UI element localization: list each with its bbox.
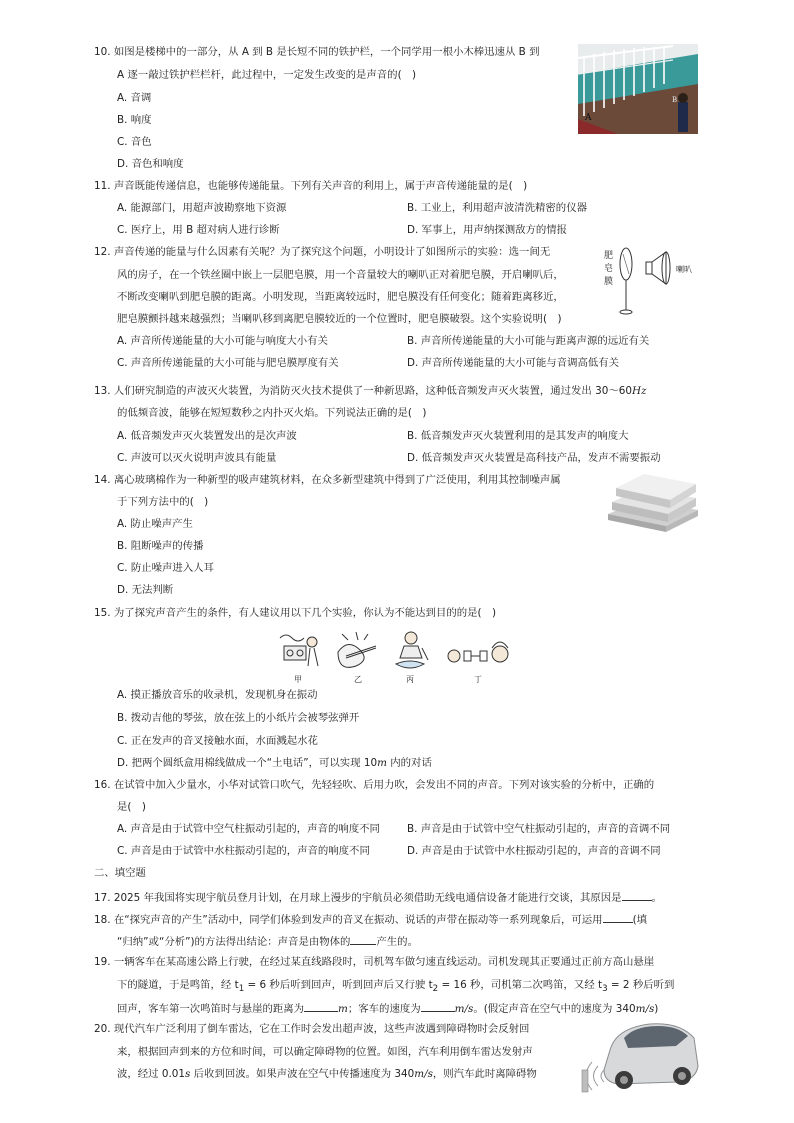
q16-stem-line2: 是( ) bbox=[117, 801, 146, 813]
label-zao: 皂 bbox=[604, 264, 614, 274]
q11-option-c: C. 医疗上，用 B 超对病人进行诊断 bbox=[117, 224, 280, 236]
label-speaker: 喇叭 bbox=[676, 265, 692, 274]
figure-label-ding: 丁 bbox=[474, 675, 482, 684]
q10-stem-line2: A 逐一敲过铁护栏栏杆，此过程中，一定发生改变的是声音的( ) bbox=[117, 69, 417, 81]
q12-stem-line1: 12. 声音传递的能量与什么因素有关呢？为了探究这个问题，小明设计了如图所示的实验：选一间无 bbox=[94, 246, 551, 258]
q10-option-a: A. 音调 bbox=[117, 92, 152, 104]
figure-label-b: B bbox=[672, 96, 678, 104]
section-title: 二、填空题 bbox=[94, 867, 146, 879]
q16-option-d: D. 声音是由于试管中水柱振动引起的，声音的音调不同 bbox=[407, 845, 661, 857]
staircase-railing-photo bbox=[578, 44, 698, 134]
q11-stem: 11. 声音既能传递信息，也能够传递能量。下列有关声音的利用上，属于声音传递能量的是( ) bbox=[94, 180, 528, 192]
q12-stem-line3: 不断改变喇叭到肥皂膜的距离。小明发现，当距离较远时，肥皂膜没有任何变化；随着距离移近， bbox=[117, 291, 564, 303]
q18-blank-2[interactable] bbox=[350, 935, 376, 945]
q18-line2: “归纳”或“分析”)的方法得出结论：声音是由物体的 产生的。 bbox=[117, 936, 418, 948]
q12-stem-line4: 肥皂膜颤抖越来越强烈；当喇叭移到离肥皂膜较近的一个位置时，肥皂膜破裂。这个实验说明( ) bbox=[117, 313, 562, 325]
q19-blank-speed[interactable] bbox=[421, 1002, 455, 1012]
q11-option-a: A. 能源部门，用超声波勘察地下资源 bbox=[117, 202, 287, 214]
q13-option-b: B. 低音频发声灭火装置利用的是其发声的响度大 bbox=[407, 430, 629, 442]
q10-option-d: D. 音色和响度 bbox=[117, 158, 184, 170]
sound-experiments-figure bbox=[276, 628, 522, 686]
q19-blank-distance[interactable] bbox=[304, 1002, 338, 1012]
q19-line2: 下的隧道，于是鸣笛，经 $t_1 = 6$ 秒后听到回声，听到回声后又行驶 $t_2 = 16$ 秒，司机第二次鸣笛，又经 $t_3 = 2$ 秒后听到 bbox=[117, 979, 675, 995]
q18-line1: 18. 在“探究声音的产生”活动中，同学们体验到发声的音叉在振动、说话的声带在振动等一系列现象后，可运用 (填 bbox=[94, 914, 648, 926]
q13-option-d: D. 低音频发声灭火装置是高科技产品，发声不需要振动 bbox=[407, 452, 661, 464]
q20-line1: 20. 现代汽车广泛利用了倒车雷达，它在工作时会发出超声波，这些声波遇到障碍物时会反射回 bbox=[94, 1023, 530, 1035]
reversing-radar-car-figure bbox=[580, 1016, 700, 1094]
q11-option-d: D. 军事上，用声纳探测敌方的情报 bbox=[407, 224, 568, 236]
q14-option-b: B. 阻断噪声的传播 bbox=[117, 540, 204, 552]
q14-stem-line2: 于下列方法中的( ) bbox=[117, 496, 209, 508]
q12-option-a: A. 声音所传递能量的大小可能与响度大小有关 bbox=[117, 335, 328, 347]
q17-blank[interactable] bbox=[622, 891, 652, 901]
q14-option-a: A. 防止噪声产生 bbox=[117, 518, 193, 530]
q15-stem: 15. 为了探究声音产生的条件，有人建议用以下几个实验，你认为不能达到目的的是( ) bbox=[94, 607, 496, 619]
q18-blank-1[interactable] bbox=[603, 913, 633, 923]
q15-option-a: A. 摸正播放音乐的收录机，发现机身在振动 bbox=[117, 689, 318, 701]
soap-film-speaker-diagram bbox=[600, 240, 702, 320]
label-mo: 膜 bbox=[604, 277, 614, 287]
q10-option-c: C. 音色 bbox=[117, 136, 152, 148]
q15-option-b: B. 拨动吉他的琴弦，放在弦上的小纸片会被琴弦弹开 bbox=[117, 712, 360, 724]
q20-line2: 来，根据回声到来的方位和时间，可以确定障碍物的位置。如图，汽车利用倒车雷达发射声 bbox=[117, 1046, 533, 1058]
q19-line1: 19. 一辆客车在某高速公路上行驶，在经过某直线路段时，司机驾车做匀速直线运动。司机发现其正要通过正前方高山悬崖 bbox=[94, 956, 655, 968]
q14-option-c: C. 防止噪声进入人耳 bbox=[117, 562, 214, 574]
figure-label-jia: 甲 bbox=[294, 675, 302, 684]
q16-stem-line1: 16. 在试管中加入少量水，小华对试管口吹气，先轻轻吹、后用力吹，会发出不同的声音。下列对该实验的分析中，正确的 bbox=[94, 779, 655, 791]
q16-option-c: C. 声音是由于试管中水柱振动引起的，声音的响度不同 bbox=[117, 845, 370, 857]
figure-label-yi: 乙 bbox=[354, 675, 362, 684]
q12-stem-line2: 风的房子，在一个铁丝圈中嵌上一层肥皂膜，用一个音量较大的喇叭正对着肥皂膜，开启喇叭后， bbox=[117, 269, 564, 281]
q10-stem-line1: 10. 如图是楼梯中的一部分，从 A 到 B 是长短不同的铁护栏，一个同学用一根小木棒迅速从 B 到 bbox=[94, 46, 540, 58]
q10-option-b: B. 响度 bbox=[117, 114, 152, 126]
q13-option-c: C. 声波可以灭火说明声波具有能量 bbox=[117, 452, 277, 464]
q15-option-c: C. 正在发声的音叉接触水面，水面溅起水花 bbox=[117, 735, 318, 747]
q12-option-b: B. 声音所传递能量的大小可能与距离声源的远近有关 bbox=[407, 335, 650, 347]
q12-option-d: D. 声音所传递能量的大小可能与音调高低有关 bbox=[407, 357, 620, 369]
q14-option-d: D. 无法判断 bbox=[117, 584, 174, 596]
q20-line3: 波，经过 0.01s 后收到回波。如果声波在空气中传播速度为 340m/s，则汽车此时离障碍物 bbox=[117, 1068, 537, 1080]
q13-stem-line1: 13. 人们研究制造的声波灭火装置，为消防灭火技术提供了一种新思路，这种低音频发声灭火装置，通过发出 30～60Hz bbox=[94, 385, 647, 397]
q13-option-a: A. 低音频发声灭火装置发出的是次声波 bbox=[117, 430, 297, 442]
q14-stem-line1: 14. 离心玻璃棉作为一种新型的吸声建筑材料，在众多新型建筑中得到了广泛使用，利用其控制噪声属 bbox=[94, 474, 561, 486]
q16-option-b: B. 声音是由于试管中空气柱振动引起的，声音的音调不同 bbox=[407, 823, 671, 835]
q11-option-b: B. 工业上，利用超声波清洗精密的仪器 bbox=[407, 202, 587, 214]
glass-wool-boards-photo bbox=[606, 470, 700, 532]
q19-line3: 回声，客车第一次鸣笛时与悬崖的距离为 m；客车的速度为 m/s。(假定声音在空气中的速度为 340m/s) bbox=[117, 1003, 659, 1015]
q15-option-d: D. 把两个圆纸盒用棉线做成一个“土电话”，可以实现 10m 内的对话 bbox=[117, 757, 432, 769]
label-fei: 肥 bbox=[604, 251, 614, 261]
q13-stem-line2: 的低频音波，能够在短短数秒之内扑灭火焰。下列说法正确的是( ) bbox=[117, 407, 427, 419]
q16-option-a: A. 声音是由于试管中空气柱振动引起的，声音的响度不同 bbox=[117, 823, 380, 835]
figure-label-bing: 丙 bbox=[406, 675, 414, 684]
q12-option-c: C. 声音所传递能量的大小可能与肥皂膜厚度有关 bbox=[117, 357, 339, 369]
q17-line: 17. 2025 年我国将实现宇航员登月计划，在月球上漫步的宇航员必须借助无线电通信设备才能进行交谈，其原因是 。 bbox=[94, 892, 662, 904]
figure-label-a: A bbox=[585, 113, 592, 123]
